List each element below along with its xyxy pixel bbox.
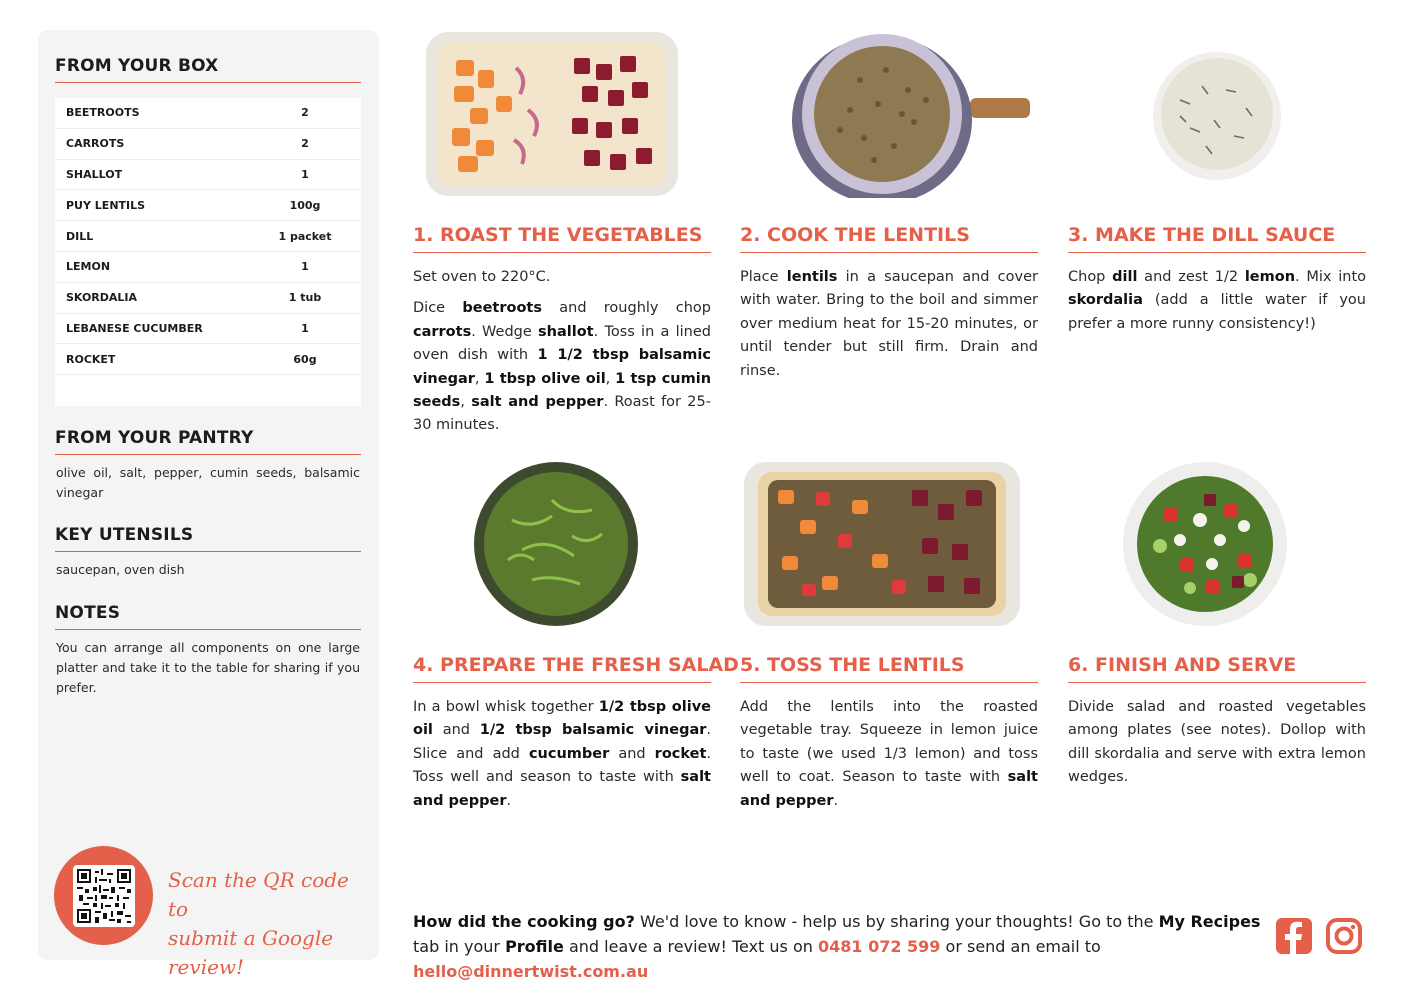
- step-3-body: [1068, 266, 1366, 344]
- step-4-body: [413, 696, 711, 821]
- ingredient-qty: 1: [301, 167, 309, 181]
- ingredient-row: [55, 190, 361, 221]
- step-1-oven-text: Set oven to 220°C.: [413, 269, 551, 285]
- footer-text-2: tab in your: [413, 937, 506, 956]
- ingredient-row: [55, 344, 361, 375]
- step-4-instructions: In a bowl whisk together 1/2 tbsp olive oil and 1/2 tbsp balsamic vinegar. Slice and add cucumber and rocket. Toss well and season to taste with salt and pepper.: [413, 699, 712, 809]
- lentils-sieve-image: [790, 30, 1030, 198]
- phone-link[interactable]: 0481 072 599: [817, 937, 941, 956]
- ingredient-row: [55, 252, 361, 283]
- step-2-instructions: Place lentils in a saucepan and cover with water. Bring to the boil and simmer over medium heat for 15-20 minutes, or until tender but still firm. Drain and rinse.: [740, 269, 1038, 379]
- step-1-title: 1. ROAST THE VEGETABLES: [413, 224, 711, 253]
- step-6-title: 6. FINISH AND SERVE: [1068, 654, 1366, 683]
- dill-sauce-image: [1150, 50, 1284, 182]
- step-1-instructions: Dice beetroots and roughly chop carrots. Wedge shallot. Toss in a lined oven dish with 1 1/2 tbsp balsamic vinegar, 1 tbsp olive oil, 1 tsp cumin seeds, salt and pepper. Roast for 25-30 minutes.: [413, 300, 712, 434]
- finished-plate-image: [1120, 460, 1290, 628]
- step-6-instructions: Divide salad and roasted vegetables among plates (see notes). Dollop with dill skordalia and serve with extra lemon wedges.: [1068, 699, 1366, 786]
- ingredient-name: LEMON: [66, 260, 111, 274]
- ingredient-qty: 60g: [293, 352, 317, 366]
- qr-caption: [168, 866, 368, 982]
- ingredients-table: [55, 98, 361, 406]
- step-5-instructions: Add the lentils into the roasted vegetable tray. Squeeze in lemon juice to taste (we used 1/3 lemon) and toss well to coat. Season to taste with salt and pepper.: [740, 699, 1038, 809]
- ingredients-sidebar: [38, 30, 379, 979]
- roast-vegetables-image: [424, 30, 680, 198]
- step-5-body: [740, 696, 1038, 821]
- footer-question: How did the cooking go?: [413, 912, 635, 931]
- ingredient-name: CARROTS: [66, 137, 125, 151]
- instagram-icon[interactable]: [1325, 917, 1363, 955]
- ingredient-name: SHALLOT: [66, 167, 123, 181]
- ingredient-row: [55, 283, 361, 314]
- qr-code-icon[interactable]: [73, 865, 135, 927]
- ingredient-row: [55, 98, 361, 129]
- email-link[interactable]: hello@dinnertwist.com.au: [413, 962, 649, 981]
- ingredient-row: [55, 314, 361, 345]
- pantry-heading: FROM YOUR PANTRY: [55, 428, 361, 455]
- facebook-icon[interactable]: [1275, 917, 1313, 955]
- ingredient-qty: 1 packet: [278, 229, 332, 243]
- lentils-tray-image: [742, 460, 1022, 628]
- step-4-title: 4. PREPARE THE FRESH SALAD: [413, 654, 711, 683]
- step-2-title: 2. COOK THE LENTILS: [740, 224, 1038, 253]
- ingredient-row: [55, 160, 361, 191]
- ingredient-name: BEETROOTS: [66, 106, 140, 120]
- footer-text-3: and leave a review! Text us on: [563, 937, 818, 956]
- ingredient-name: DILL: [66, 229, 94, 243]
- notes-text: You can arrange all components on one large platter and take it to the table for sharing if you prefer.: [56, 640, 360, 695]
- step-1-body: [413, 266, 711, 446]
- step-3-title: 3. MAKE THE DILL SAUCE: [1068, 224, 1366, 253]
- ingredient-row: [55, 129, 361, 160]
- qr-code-badge[interactable]: [54, 846, 153, 945]
- step-3-instructions: Chop dill and zest 1/2 lemon. Mix into skordalia (add a little water if you prefer a more runny consistency!): [1068, 269, 1367, 332]
- notes-heading: NOTES: [55, 603, 361, 630]
- ingredient-qty: 100g: [289, 198, 321, 212]
- box-heading: FROM YOUR BOX: [55, 56, 361, 83]
- utensils-text: saucepan, oven dish: [56, 562, 185, 577]
- review-footer: [413, 909, 1263, 984]
- fresh-salad-image: [472, 460, 640, 628]
- pantry-text: olive oil, salt, pepper, cumin seeds, balsamic vinegar: [56, 465, 360, 500]
- utensils-heading: KEY UTENSILS: [55, 525, 361, 552]
- footer-my-recipes: My Recipes: [1158, 912, 1261, 931]
- ingredient-name: LEBANESE CUCUMBER: [66, 321, 203, 335]
- ingredient-qty: 2: [301, 106, 309, 120]
- footer-text-1: We'd love to know - help us by sharing your thoughts! Go to the: [634, 912, 1159, 931]
- footer-text-4: or send an email to: [940, 937, 1101, 956]
- ingredient-qty: 1: [301, 260, 309, 274]
- step-6-body: [1068, 696, 1366, 798]
- qr-caption-line1: Scan the QR code to: [168, 868, 349, 921]
- ingredient-row: [55, 221, 361, 252]
- step-2-body: [740, 266, 1038, 391]
- ingredient-qty: 2: [301, 137, 309, 151]
- ingredient-name: PUY LENTILS: [66, 198, 146, 212]
- ingredient-name: ROCKET: [66, 352, 116, 366]
- step-5-title: 5. TOSS THE LENTILS: [740, 654, 1038, 683]
- ingredient-qty: 1 tub: [288, 291, 322, 305]
- qr-caption-line2: submit a Google review!: [168, 926, 334, 979]
- ingredient-qty: 1: [301, 321, 309, 335]
- footer-profile: Profile: [505, 937, 564, 956]
- ingredient-name: SKORDALIA: [66, 291, 138, 305]
